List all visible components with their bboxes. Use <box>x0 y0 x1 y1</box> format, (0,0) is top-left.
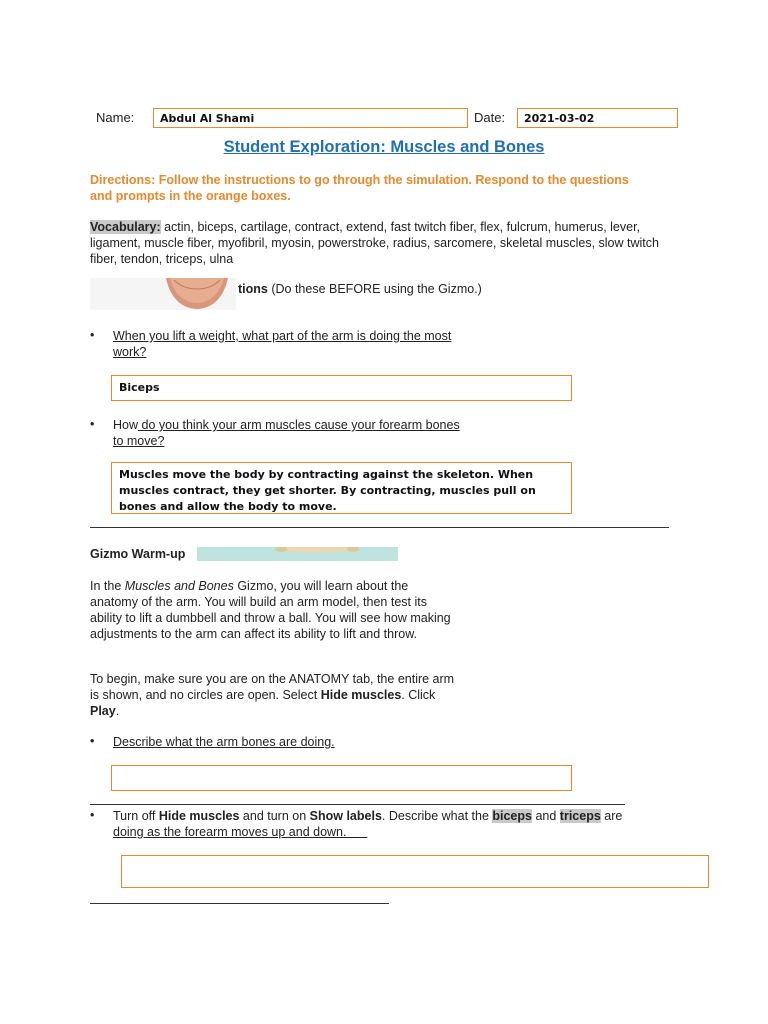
q4-show-labels: Show labels <box>309 809 382 823</box>
name-field[interactable]: Abdul Al Shami <box>153 108 468 128</box>
warmup-paragraph-2 <box>90 671 455 719</box>
vocabulary-label: Vocabulary: <box>90 220 161 234</box>
section-divider <box>90 527 669 528</box>
prior-knowledge-image <box>90 278 236 310</box>
question-2 <box>113 417 513 449</box>
para2-play: Play <box>90 704 116 718</box>
q4-biceps: biceps <box>492 809 532 823</box>
answer-box-3[interactable] <box>111 765 572 791</box>
question-1-line1: When you lift a weight, what part of the arm is doing the most <box>113 329 452 343</box>
vocabulary-terms: actin, biceps, cartilage, contract, extend, fast twitch fiber, flex, fulcrum, humerus, lever, ligament, muscle fiber, myofibril, myosin, powerstroke, radius, sarcomere, skeletal muscles, slow twitch fiber, tendon, triceps, ulna <box>90 220 659 266</box>
name-label: Name: <box>96 110 135 125</box>
divider-2 <box>90 804 625 805</box>
arm-bone-image-icon <box>197 547 398 561</box>
date-field[interactable]: 2021-03-02 <box>517 108 678 128</box>
date-label: Date: <box>474 110 506 125</box>
question-1 <box>113 328 503 360</box>
divider-3 <box>90 903 389 904</box>
warmup-image <box>197 547 398 561</box>
answer-box-2[interactable]: Muscles move the body by contracting against the skeleton. When muscles contract, they get shorter. By contracting, muscles pull on bones and allow the body to move. <box>111 462 572 514</box>
para2-text-b: . Click <box>401 688 436 702</box>
para2-text-c: . <box>115 704 120 718</box>
question-3: Describe what the arm bones are doing. <box>113 735 335 749</box>
q4-underline-pad <box>346 825 367 839</box>
bullet-q2: • <box>90 417 95 431</box>
para1-text-a: In the <box>90 579 125 593</box>
bullet-q1: • <box>90 328 95 342</box>
q4-text-2: and turn on <box>239 809 310 823</box>
answer-box-1[interactable]: Biceps <box>111 375 572 401</box>
warmup-heading: Gizmo Warm-up <box>90 547 186 561</box>
q4-text-1: Turn off <box>113 809 159 823</box>
q4-text-3: . Describe what the <box>381 809 493 823</box>
question-2-prefix: How <box>113 418 139 432</box>
directions-text: Directions: Follow the instructions to go through the simulation. Respond to the questions and prompts in the orange boxes. <box>90 173 629 203</box>
question-2-line1: do you think your arm muscles cause your forearm bones <box>138 418 460 432</box>
prior-knowledge-heading <box>238 282 482 296</box>
page-title: Student Exploration: Muscles and Bones <box>223 138 545 156</box>
question-2-line2: to move? <box>113 434 165 448</box>
answer-box-4[interactable] <box>121 855 709 888</box>
hand-image-icon <box>90 278 236 310</box>
question-4 <box>113 808 683 840</box>
para1-italic: Muscles and Bones <box>124 579 234 593</box>
para2-text-a: To begin, make sure you are on the ANATOMY tab, the entire arm is shown, and no circles are open. Select <box>90 672 455 702</box>
q4-text-5: are <box>600 809 623 823</box>
vocabulary-block <box>90 219 670 267</box>
q4-text-4: and <box>531 809 560 823</box>
para2-hide-muscles: Hide muscles <box>320 688 402 702</box>
prior-knowledge-fragment: tions <box>238 282 268 296</box>
q4-triceps: triceps <box>559 809 601 823</box>
question-1-line2: work? <box>113 345 147 359</box>
q4-line2: doing as the forearm moves up and down. <box>113 825 347 839</box>
q4-hide-muscles: Hide muscles <box>158 809 240 823</box>
warmup-paragraph-1 <box>90 578 455 642</box>
bullet-q4: • <box>90 808 95 822</box>
bullet-q3: • <box>90 734 95 748</box>
prior-knowledge-note: (Do these BEFORE using the Gizmo.) <box>271 282 482 296</box>
para1-text-b: Gizmo, you will learn about the anatomy of the arm. You will build an arm model, then test its ability to lift a dumbbell and throw a ball. You will see how making adjustments to the arm can affect its ability to lift and throw. <box>90 579 451 641</box>
